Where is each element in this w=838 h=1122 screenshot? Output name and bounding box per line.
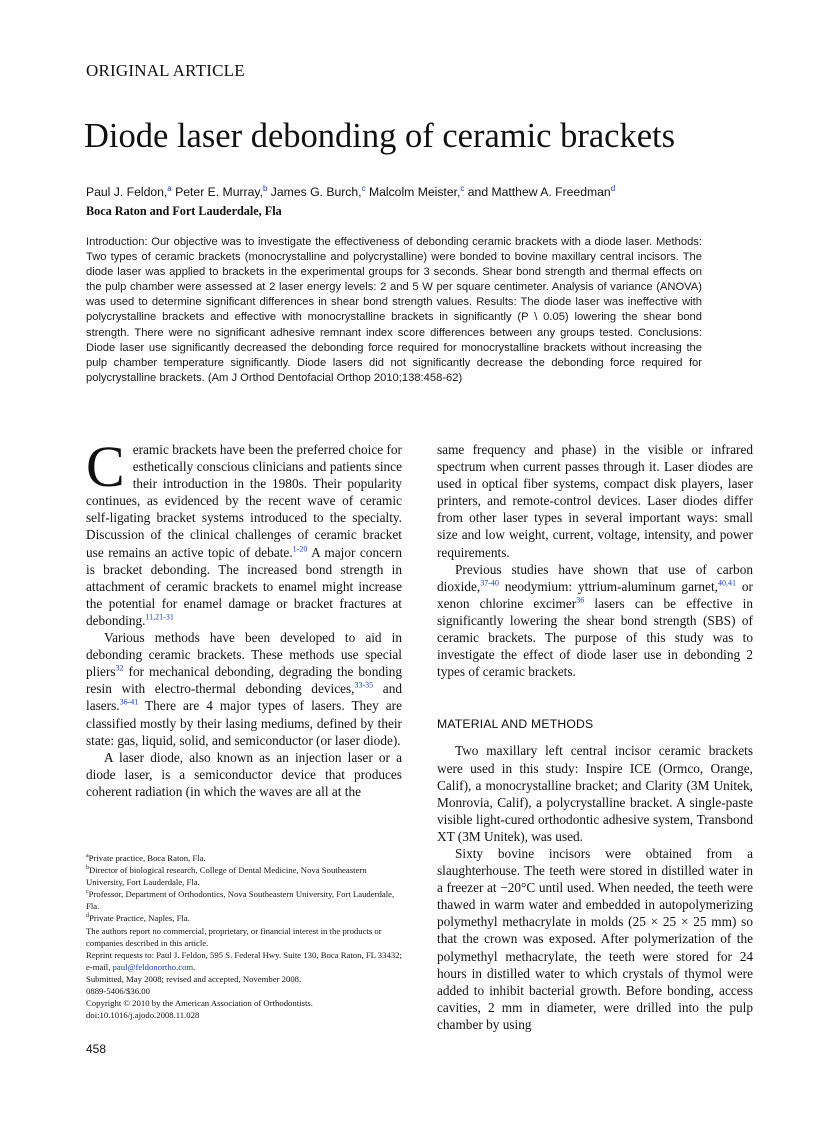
- body-paragraph: Two maxillary left central incisor ceramic brackets were used in this study: Inspire ICE (Ormco, Orange, Calif), a monocrystalline bracket; and Clarity (3M Unitek, Monrovia, Calif), a polycrystalline bracket. A single-paste visible light-cured orthodontic adhesive system, Transbond XT (3M Unitek), was used.: [437, 743, 753, 844]
- body-column-left: [86, 434, 402, 800]
- body-text: for mechanical debonding, degrading the bonding resin with electro-thermal debonding devices,: [86, 664, 402, 697]
- body-text: and lasers.: [86, 681, 402, 714]
- article-type-label: ORIGINAL ARTICLE: [86, 61, 245, 80]
- citation-link[interactable]: 36-41: [119, 697, 139, 707]
- author-name: Paul J. Feldon,: [86, 185, 168, 199]
- disclosure-note: The authors report no commercial, proprietary, or financial interest in the products or companies described in this article.: [86, 925, 382, 948]
- body-paragraph: Sixty bovine incisors were obtained from a slaughterhouse. The teeth were stored in distilled water in a freezer at −20°C until used. When needed, the teeth were thawed in warm water and embedded in autopolymerizing polymethyl methacrylate in molds (25 × 25 × 25 mm) so that the crown was exposed. After polymerization of the polymethyl methacrylate, the teeth were stored for 24 hours in distilled water to which crystals of thymol were added to inhibit bacterial growth. Before bonding, access cavities, 2 mm in diameter, were drilled into the pulp chamber by using: [437, 845, 753, 1032]
- affiliation-mark: c: [460, 183, 465, 193]
- body-text: lasers can be effective in significantly lowering the shear bond strength (SBS) of ceramic brackets. The purpose of this study was to investigate the effect of diode laser use in debonding 2 types of ceramic brackets.: [437, 595, 753, 680]
- footnote: $^b$Director of biological research, College of Dental Medicine, Nova Southeastern University, Fort Lauderdale, Fla.: [86, 865, 367, 888]
- reprint-request: Reprint requests to: Paul J. Feldon, 595 S. Federal Hwy. Suite 130, Boca Raton, FL 33432; e-mail, paul@feldonortho.com.: [86, 949, 402, 972]
- author-location: Boca Raton and Fort Lauderdale, Fla: [86, 204, 282, 218]
- body-paragraph: [86, 629, 402, 749]
- author-list: [86, 185, 766, 199]
- body-text: eramic brackets have been the preferred choice for esthetically conscious clinicians and patients since their introduction in the 1980s. Their popularity continues, as evidenced by the recent wave of ceramic self-ligating bracket systems introduced to the specialty. Discussion of the clinical challenges of ceramic bracket use remains an active topic of debate.: [86, 442, 402, 560]
- body-paragraph: [86, 434, 402, 629]
- citation-link[interactable]: 33-35: [354, 680, 374, 690]
- footnote: $^d$Private Practice, Naples, Fla.: [86, 913, 190, 924]
- doi: doi:10.1016/j.ajodo.2008.11.028: [86, 1010, 200, 1021]
- body-text: or xenon chlorine excimer: [437, 578, 753, 611]
- citation-link[interactable]: 11,21-31: [145, 612, 174, 622]
- citation-link[interactable]: 32: [115, 663, 124, 673]
- page-number: 458: [86, 1042, 107, 1056]
- citation-link[interactable]: 1-20: [292, 544, 308, 554]
- body-text: A major concern is bracket debonding. The increased bond strength in attachment of ceramic brackets to enamel might increase the potential for enamel damage or bracket fractures at debonding.: [86, 544, 402, 628]
- affiliation-mark: a: [167, 183, 172, 193]
- section-heading: MATERIAL AND METHODS: [437, 717, 594, 732]
- affiliation-mark: d: [610, 183, 616, 193]
- copyright: Copyright © 2010 by the American Association of Orthodontists.: [86, 998, 313, 1009]
- affiliation-mark: b: [262, 183, 268, 193]
- author-name: and Matthew A. Freedman: [464, 185, 611, 199]
- body-text: Previous studies have shown that use of carbon dioxide,: [437, 561, 753, 594]
- submission-dates: Submitted, May 2008; revised and accepted, November 2008.: [86, 973, 302, 984]
- body-column-right: [437, 441, 753, 1033]
- affiliation-mark: c: [361, 183, 366, 193]
- body-paragraph: [437, 561, 753, 681]
- footnote: $^c$Professor, Department of Orthodontics, Nova Southeastern University, Fort Lauderdale, Fla.: [86, 889, 395, 912]
- body-text: There are 4 major types of lasers. They are classified mostly by their lasing mediums, defined by their state: gas, liquid, solid, and semiconductor (or laser diode).: [86, 698, 402, 748]
- body-text: neodymium: yttrium-aluminum garnet,: [498, 578, 718, 594]
- drop-cap: C: [86, 434, 125, 499]
- footnote: $^a$Private practice, Boca Raton, Fla.: [86, 853, 206, 863]
- issn: 0889-5406/$36.00: [86, 986, 150, 997]
- footnotes: [86, 852, 404, 1021]
- email-link[interactable]: paul@feldonortho.com: [112, 961, 194, 972]
- body-text: Various methods have been developed to aid in debonding ceramic brackets. These methods use special pliers: [86, 630, 402, 680]
- author-name: Malcolm Meister,: [365, 185, 461, 199]
- body-paragraph: same frequency and phase) in the visible or infrared spectrum when current passes through it. Laser diodes are used in optical fiber systems, compact disk players, laser printers, and remote-control devices. Laser diodes differ from other laser types in several important ways: small size and low weight, current, voltage, intensity, and power requirements.: [437, 442, 753, 560]
- citation-link[interactable]: 36: [576, 595, 585, 605]
- body-paragraph: A laser diode, also known as an injection laser or a diode laser, is a semiconductor device that produces coherent radiation (in which the waves are all at the: [86, 749, 402, 799]
- citation-link[interactable]: 37-40: [480, 578, 499, 588]
- author-name: James G. Burch,: [267, 185, 362, 199]
- article-title: Diode laser debonding of ceramic brackets: [84, 117, 676, 155]
- abstract: Introduction: Our objective was to investigate the effectiveness of debonding ceramic brackets with a diode laser. Methods: Two types of ceramic brackets (monocrystalline and polycrystalline) were bonded to bovine maxillary central incisors. The diode laser was applied to brackets in the experimental groups for 3 seconds. Shear bond strength and thermal effects on the pulp chamber were assessed at 2 laser energy levels: 2 and 5 W per square centimeter. Analysis of variance (ANOVA) was used to determine significant differences in shear bond strength values. Results: The diode laser was ineffective with polycrystalline brackets and effective with monocrystalline brackets in significantly (P \ 0.05) lowering the shear bond strength. There were no significant adhesive remnant index score differences between any groups tested. Conclusions: Diode laser use significantly decreased the debonding force required for monocrystalline brackets without increasing the pulp chamber temperature significantly. Diode lasers did not significantly decrease the debonding force required for polycrystalline brackets. (Am J Orthod Dentofacial Orthop 2010;138:458-62): [86, 236, 702, 384]
- citation-link[interactable]: 40,41: [717, 578, 736, 588]
- author-name: Peter E. Murray,: [171, 185, 263, 199]
